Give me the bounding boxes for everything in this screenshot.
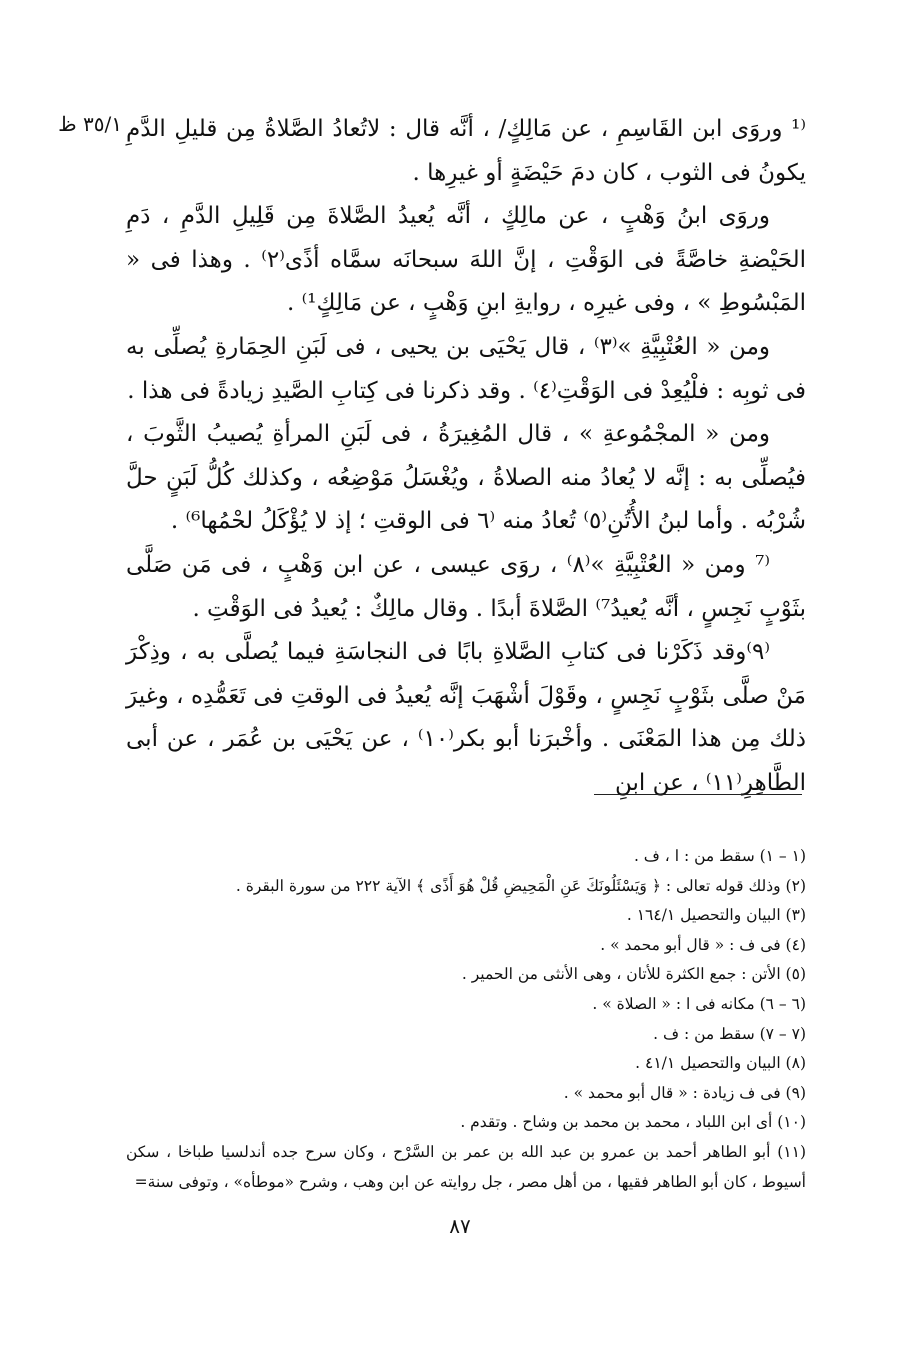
footnotes-section <box>126 842 806 1197</box>
paragraph: وروَى ابنُ وَهْبٍ ، عن مالِكٍ ، أنَّه يُعيدُ الصَّلاةَ مِن قَلِيلِ الدَّمِ ، دَمِ الحَيْضةِ خاصَّةً فى الوَقْتِ ، إنَّ اللهَ سبحانَه سمَّاه أذًى⁽٢⁾ . وهذا فى « المَبْسُوطِ » ، وفى غيرِه ، روايةِ ابنِ وَهْبٍ ، عن مَالِكٍ¹⁾ . <box>126 203 806 317</box>
main-text-body <box>126 108 806 806</box>
paragraph: ⁽٩⁾وقد ذَكَرْنا فى كتابِ الصَّلاةِ بابًا فى النجاسَةِ فيما يُصلَّى به ، وذِكْرَ مَنْ صلَّى بثَوْبٍ نَجِسٍ ، وقَوْلَ أشْهَبَ إنَّه يُعيدُ فى الوقتِ فى تَعَمُّدِه ، وغيرَ ذلك مِن هذا المَعْنَى . وأخْبرَنا أبو بكر⁽١٠⁾ ، عن يَحْيَى بن عُمَر ، عن أبى الطَّاهِرِ⁽١١⁾ ، عن ابنِ <box>126 639 806 796</box>
margin-folio-note: ٣٥/١ ظ <box>58 112 122 136</box>
footnote: (٣) البيان والتحصيل ١٦٤/١ . <box>626 906 806 925</box>
page-number: ٨٧ <box>449 1214 471 1238</box>
footnote: (٨) البيان والتحصيل ٤١/١ . <box>635 1054 806 1073</box>
footnote: (٦ – ٦) مكانه فى ا : « الصلاة » . <box>592 994 806 1013</box>
paragraph: ومن « المجْمُوعةِ » ، قال المُغِيرَةُ ، فى لَبَنِ المرأةِ يُصيبُ الثَّوبَ ، فيُصلِّى به : إنَّه لا يُعادُ منه الصلاةُ ، ويُغْسَلُ مَوْضِعُه ، وكذلك كُلُّ لَبَنٍ حلَّ شُرْبُه . وأما لبنُ الأُتُنِ⁽٥⁾ تُعادُ منه ⁽٦ فى الوقتِ ؛ إذ لا يُؤْكَلُ لحْمُها⁶⁾ . <box>126 421 806 535</box>
footnote: (١٠) أى ابن اللباد ، محمد بن محمد بن وشاح . وتقدم . <box>460 1113 806 1132</box>
footnote: (٧ – ٧) سقط من : ف . <box>653 1024 806 1043</box>
footnote: (١ – ١) سقط من : ا ، ف . <box>633 847 806 865</box>
paragraph: ⁽⁷ ومن « العُتْبِيَّةِ »⁽٨⁾ ، روَى عيسى ، عن ابن وَهْبٍ ، فى مَن صَلَّى بثَوْبٍ نَجِسٍ ، أنَّه يُعيدُ⁷⁾ الصَّلاةَ أبدًا . وقال مالِكٌ : يُعيدُ فى الوَقْتِ . <box>126 551 806 622</box>
paragraph: ⁽¹ وروَى ابن القَاسِمِ ، عن مَالِكٍ/ ، أنَّه قال : لاتُعادُ الصَّلاةُ مِن قليلِ الدَّمِ يكونُ فى الثوب ، كان دمَ حَيْضَةٍ أو غيرِها . <box>126 116 806 186</box>
footnote: (١١) أبو الطاهر أحمد بن عمرو بن عبد الله بن عمر بن السَّرْح ، وكان سرح جده أندلسيا طباخا ، سكن أسيوط ، كان أبو الطاهر فقيها ، من أهل مصر ، جل روايته عن ابن وهب ، وشرح «موطأه» ، وتوفى سنة= <box>126 1142 806 1191</box>
footnote: (٩) فى ف زيادة : « قال أبو محمد » . <box>563 1083 806 1102</box>
footnote: (٥) الأتن : جمع الكثرة للأتان ، وهى الأنثى من الحمير . <box>461 965 806 984</box>
footnote: (٢) وذلك قوله تعالى : ﴿ وَيَسْئَلُونَكَ عَنِ الْمَحِيضِ قُلْ هُوَ أَذًى ﴾ الآية ٢٢٢ من سورة البقرة . <box>235 876 806 895</box>
paragraph: ومن « العُتْبِيَّةِ »⁽٣⁾ ، قال يَحْيَى بن يحيى ، فى لَبَنِ الحِمَارةِ يُصلِّى به فى ثوبِه : فلْيُعِدْ فى الوَقْتِ⁽٤⁾ . وقد ذكرنا فى كِتابِ الصَّيدِ زيادةً فى هذا . <box>126 333 806 404</box>
footnote: (٤) فى ف : « قال أبو محمد » . <box>600 935 806 954</box>
footnote-separator <box>594 794 802 795</box>
